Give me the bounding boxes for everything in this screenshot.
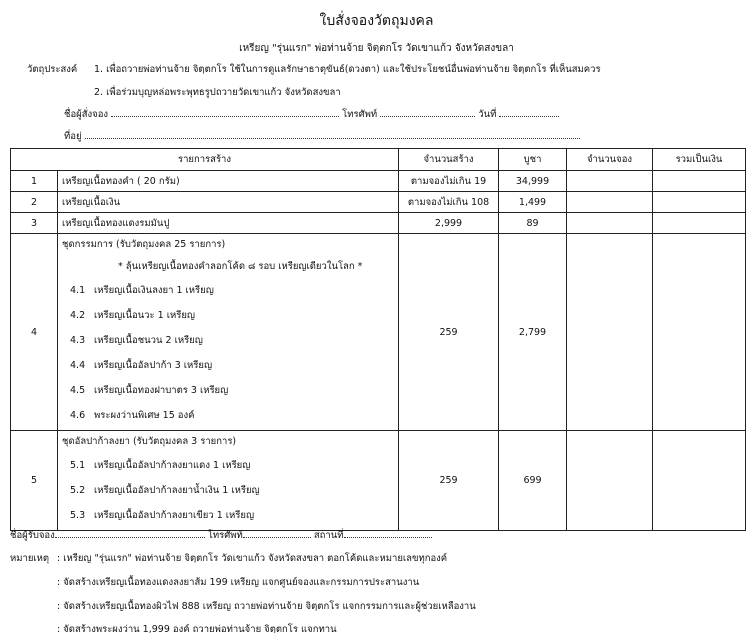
sub-item-text: เหรียญเนื้อทองฝาบาตร 3 เหรียญ: [94, 385, 229, 396]
table-header-row: [11, 149, 746, 171]
header-qty: จำนวนสร้าง: [399, 149, 499, 171]
sub-item-text: เหรียญเนื้ออัลปาก้าลงยาน้ำเงิน 1 เหรียญ: [94, 485, 260, 496]
sub-item: [62, 453, 394, 478]
sub-item: [62, 378, 394, 403]
set-title: ชุดอัลปาก้าลงยา (รับวัตถุมงคล 3 รายการ): [62, 436, 237, 447]
row-number: 5: [11, 431, 58, 531]
page-title: ใบสั่งจองวัตถุมงคล: [319, 13, 434, 29]
order-qty-cell[interactable]: [567, 234, 653, 431]
sub-item-number: 4.5: [70, 385, 86, 396]
sub-item: [62, 478, 394, 503]
row-item: เหรียญเนื้อทองคำ ( 20 กรัม): [58, 171, 399, 192]
sub-item: [62, 503, 394, 528]
subtitle: เหรียญ "รุ่นแรก" พ่อท่านจ้าย จิตฺตกโร วัดเขาแก้ว จังหวัดสงขลา: [239, 43, 514, 54]
row-item: เหรียญเนื้อเงิน: [58, 192, 399, 213]
note-item: : จัดสร้างพระผงว่าน 1,999 องค์ ถวายพ่อท่านจ้าย จิตฺตกโร แจกทาน: [57, 624, 337, 633]
sub-item: [62, 403, 394, 428]
receiver-place-field[interactable]: [344, 527, 432, 538]
row-price: 34,999: [499, 171, 567, 192]
row-item: เหรียญเนื้อทองแดงรมมันปู: [58, 213, 399, 234]
row-number: 4: [11, 234, 58, 431]
sub-item-number: 4.1: [70, 285, 86, 296]
sub-item: [62, 303, 394, 328]
phone-label: โทรศัพท์: [342, 109, 378, 120]
sub-item-number: 4.2: [70, 310, 86, 321]
objective-label: วัตถุประสงค์: [27, 64, 78, 75]
header-total: รวมเป็นเงิน: [653, 149, 746, 171]
sub-item: [62, 278, 394, 303]
total-cell[interactable]: [653, 171, 746, 192]
total-cell[interactable]: [653, 431, 746, 531]
sub-item-number: 5.2: [70, 485, 86, 496]
table-row: [11, 431, 746, 531]
row-qty: 259: [399, 234, 499, 431]
set-highlight: * ลุ้นเหรียญเนื้อทองคำลอกโค้ด ๘ รอบ เหรียญเดียวในโลก *: [118, 261, 363, 272]
total-cell[interactable]: [653, 192, 746, 213]
orderer-label: ชื่อผู้สั่งจอง: [64, 109, 109, 120]
set-title: ชุดกรรมการ (รับวัตถุมงคล 25 รายการ): [62, 239, 226, 250]
order-qty-cell[interactable]: [567, 213, 653, 234]
orderer-row: [64, 106, 559, 122]
table-row: [11, 213, 746, 234]
row-price: 2,799: [499, 234, 567, 431]
address-label: ที่อยู่: [64, 131, 82, 142]
row-qty: 2,999: [399, 213, 499, 234]
row-item: [58, 431, 399, 531]
header-order-qty: จำนวนจอง: [567, 149, 653, 171]
sub-item: [62, 328, 394, 353]
receiver-phone-label: โทรศัพท์: [207, 530, 243, 541]
row-price: 89: [499, 213, 567, 234]
sub-item-text: เหรียญเนื้ออัลปาก้า 3 เหรียญ: [94, 360, 213, 371]
header-price: บูชา: [499, 149, 567, 171]
sub-item-text: พระผงว่านพิเศษ 15 องค์: [94, 410, 195, 421]
header-item: รายการสร้าง: [11, 149, 399, 171]
order-table: [10, 148, 746, 531]
sub-item-text: เหรียญเนื้อชนวน 2 เหรียญ: [94, 335, 203, 346]
row-qty: 259: [399, 431, 499, 531]
sub-item-text: เหรียญเนื้อเงินลงยา 1 เหรียญ: [94, 285, 214, 296]
notes-label: หมายเหตุ: [10, 553, 50, 564]
sub-item-number: 5.1: [70, 460, 86, 471]
sub-item-number: 4.3: [70, 335, 86, 346]
row-number: 1: [11, 171, 58, 192]
note-item: : เหรียญ "รุ่นแรก" พ่อท่านจ้าย จิตฺตกโร วัดเขาแก้ว จังหวัดสงขลา ตอกโค้ดและหมายเลขทุกองค์: [57, 553, 448, 564]
order-qty-cell[interactable]: [567, 171, 653, 192]
receiver-place-label: สถานที่: [313, 530, 344, 541]
receiver-phone-field[interactable]: [243, 527, 311, 538]
sub-item-number: 4.6: [70, 410, 86, 421]
note-item: : จัดสร้างเหรียญเนื้อทองแดงลงยาส้ม 199 เหรียญ แจกศูนย์จองและกรรมการประสานงาน: [57, 577, 420, 588]
row-price: 699: [499, 431, 567, 531]
receiver-row: [10, 527, 432, 543]
table-row: [11, 192, 746, 213]
row-price: 1,499: [499, 192, 567, 213]
sub-item-text: เหรียญเนื้อนวะ 1 เหรียญ: [94, 310, 196, 321]
table-row: [11, 234, 746, 431]
note-item: : จัดสร้างเหรียญเนื้อทองผิวไฟ 888 เหรียญ ถวายพ่อท่านจ้าย จิตฺตกโร แจกกรรมการและผู้ช่วยเหลืองาน: [57, 601, 476, 612]
sub-item-text: เหรียญเนื้ออัลปาก้าลงยาเขียว 1 เหรียญ: [94, 510, 255, 521]
table-row: [11, 171, 746, 192]
objective-item-2: 2. เพื่อร่วมบุญหล่อพระพุทธรูปถวายวัดเขาแก้ว จังหวัดสงขลา: [94, 87, 341, 98]
sub-item-number: 5.3: [70, 510, 86, 521]
row-number: 3: [11, 213, 58, 234]
sub-item-text: เหรียญเนื้ออัลปาก้าลงยาแดง 1 เหรียญ: [94, 460, 251, 471]
phone-field[interactable]: [380, 106, 475, 117]
row-item: [58, 234, 399, 431]
row-qty: ตามจองไม่เกิน 108: [399, 192, 499, 213]
orderer-field[interactable]: [111, 106, 339, 117]
sub-item-number: 4.4: [70, 360, 86, 371]
receiver-name-field[interactable]: [55, 527, 205, 538]
order-qty-cell[interactable]: [567, 431, 653, 531]
address-field[interactable]: [85, 128, 580, 139]
order-qty-cell[interactable]: [567, 192, 653, 213]
row-qty: ตามจองไม่เกิน 19: [399, 171, 499, 192]
sub-item: [62, 353, 394, 378]
receiver-name-label: ชื่อผู้รับจอง: [10, 530, 55, 541]
total-cell[interactable]: [653, 213, 746, 234]
address-row: [64, 128, 580, 144]
row-number: 2: [11, 192, 58, 213]
date-label: วันที่: [478, 109, 497, 120]
date-field[interactable]: [499, 106, 559, 117]
objective-item-1: 1. เพื่อถวายพ่อท่านจ้าย จิตฺตกโร ใช้ในการดูแลรักษาธาตุขันธ์(ดวงตา) และใช้ประโยชน์อื่นพ่อท่านจ้าย จิตฺตกโร ที่เห็นสมควร: [94, 64, 601, 75]
total-cell[interactable]: [653, 234, 746, 431]
